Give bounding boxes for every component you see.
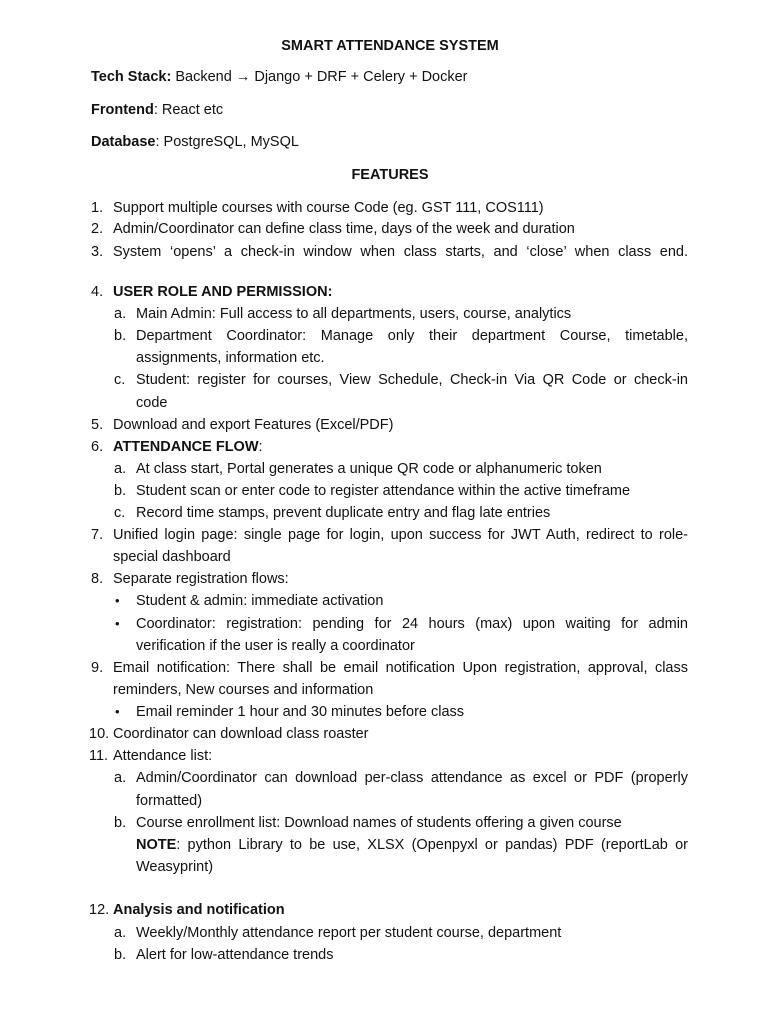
sub-marker: a. [114,461,127,477]
list-item-text: Attendance list: [113,748,213,764]
sub-item-text: Course enrollment list: Download names of students offering a given course [136,815,622,831]
database-line [91,131,688,153]
bullet-text: Email reminder 1 hour and 30 minutes before class [136,704,465,720]
attendance-flow-label: ATTENDANCE FLOW [113,439,259,455]
list-item-text-cont: special dashboard [113,549,231,565]
list-item-text: Email notification: There shall be email notification Upon registration, approval, class [113,660,688,676]
note-line-cont: Weasyprint) [136,859,214,875]
list-number: 8. [91,571,104,587]
sub-item-text: Student: register for courses, View Schedule, Check-in Via QR Code or check-in [136,372,688,388]
bullet-icon: • [115,593,120,608]
list-number: 9. [91,660,104,676]
list-number: 6. [91,439,104,455]
list-item-text: Separate registration flows: [113,571,289,587]
list-number: 11. [89,748,109,764]
list-number: 12. [89,902,110,918]
sub-item-text-cont: formatted) [136,793,203,809]
sub-marker: b. [114,947,127,963]
bullet-text-cont: verification if the user is really a coordinator [136,638,415,654]
sub-item-text: Admin/Coordinator can download per-class attendance as excel or PDF (properly [136,770,688,786]
bullet-icon: • [115,616,120,631]
list-item-text-cont: reminders, New courses and information [113,682,374,698]
list-item-text: System ‘opens’ a check-in window when class starts, and ‘close’ when class end. [113,244,688,260]
bullet-icon: • [115,704,120,719]
sub-marker: a. [114,770,127,786]
sub-marker: a. [114,306,127,322]
note-line [136,834,688,856]
sub-item-text: Student scan or enter code to register attendance within the active timeframe [136,483,631,499]
list-item-text: Coordinator can download class roaster [113,726,369,742]
sub-marker: a. [114,925,127,941]
list-item-text: Admin/Coordinator can define class time, days of the week and duration [113,221,575,237]
sub-item-text: Main Admin: Full access to all departments, users, course, analytics [136,306,572,322]
list-number: 2. [91,221,104,237]
sub-item-text: At class start, Portal generates a unique QR code or alphanumeric token [136,461,602,477]
frontend-label: Frontend [91,102,154,118]
frontend-value: : React etc [153,102,224,118]
sub-item-text: Record time stamps, prevent duplicate entry and flag late entries [136,505,551,521]
tech-stack-value: Backend → Django + DRF + Celery + Docker [171,69,468,85]
features-heading: FEATURES [351,167,429,183]
sub-marker: b. [114,483,127,499]
sub-item-text-cont: assignments, information etc. [136,350,325,366]
section-heading: USER ROLE AND PERMISSION: [113,284,333,300]
database-value: : PostgreSQL, MySQL [155,134,299,150]
note-label: NOTE [136,837,177,853]
list-number: 3. [91,244,104,260]
attendance-flow-colon: : [258,439,263,455]
database-label: Database [91,134,156,150]
list-item-text: Support multiple courses with course Code (eg. GST 111, COS111) [113,200,544,216]
list-number: 1. [91,200,104,216]
sub-item-text: Department Coordinator: Manage only their department Course, timetable, [136,328,688,344]
sub-item-text: Alert for low-attendance trends [136,947,334,963]
list-number: 7. [91,527,104,543]
tech-stack-line [91,66,688,88]
bullet-text: Coordinator: registration: pending for 24 hours (max) upon waiting for admin [136,616,688,632]
frontend-line [91,99,688,121]
tech-stack-label: Tech Stack: [91,69,172,85]
sub-item-text-cont: code [136,395,168,411]
bullet-text: Student & admin: immediate activation [136,593,384,609]
section-heading [113,436,688,458]
list-number: 5. [91,417,104,433]
section-heading: Analysis and notification [113,902,285,918]
document-title: SMART ATTENDANCE SYSTEM [281,38,499,54]
list-number: 4. [91,284,104,300]
sub-marker: b. [114,328,127,344]
list-number: 10. [89,726,110,742]
list-item-text: Unified login page: single page for login, upon success for JWT Auth, redirect to role- [113,527,688,543]
sub-marker: c. [114,505,126,521]
note-text: : python Library to be use, XLSX (Openpyxl or pandas) PDF (reportLab or [176,837,688,853]
sub-item-text: Weekly/Monthly attendance report per student course, department [136,925,562,941]
list-item-text: Download and export Features (Excel/PDF) [113,417,394,433]
sub-marker: c. [114,372,126,388]
sub-marker: b. [114,815,127,831]
